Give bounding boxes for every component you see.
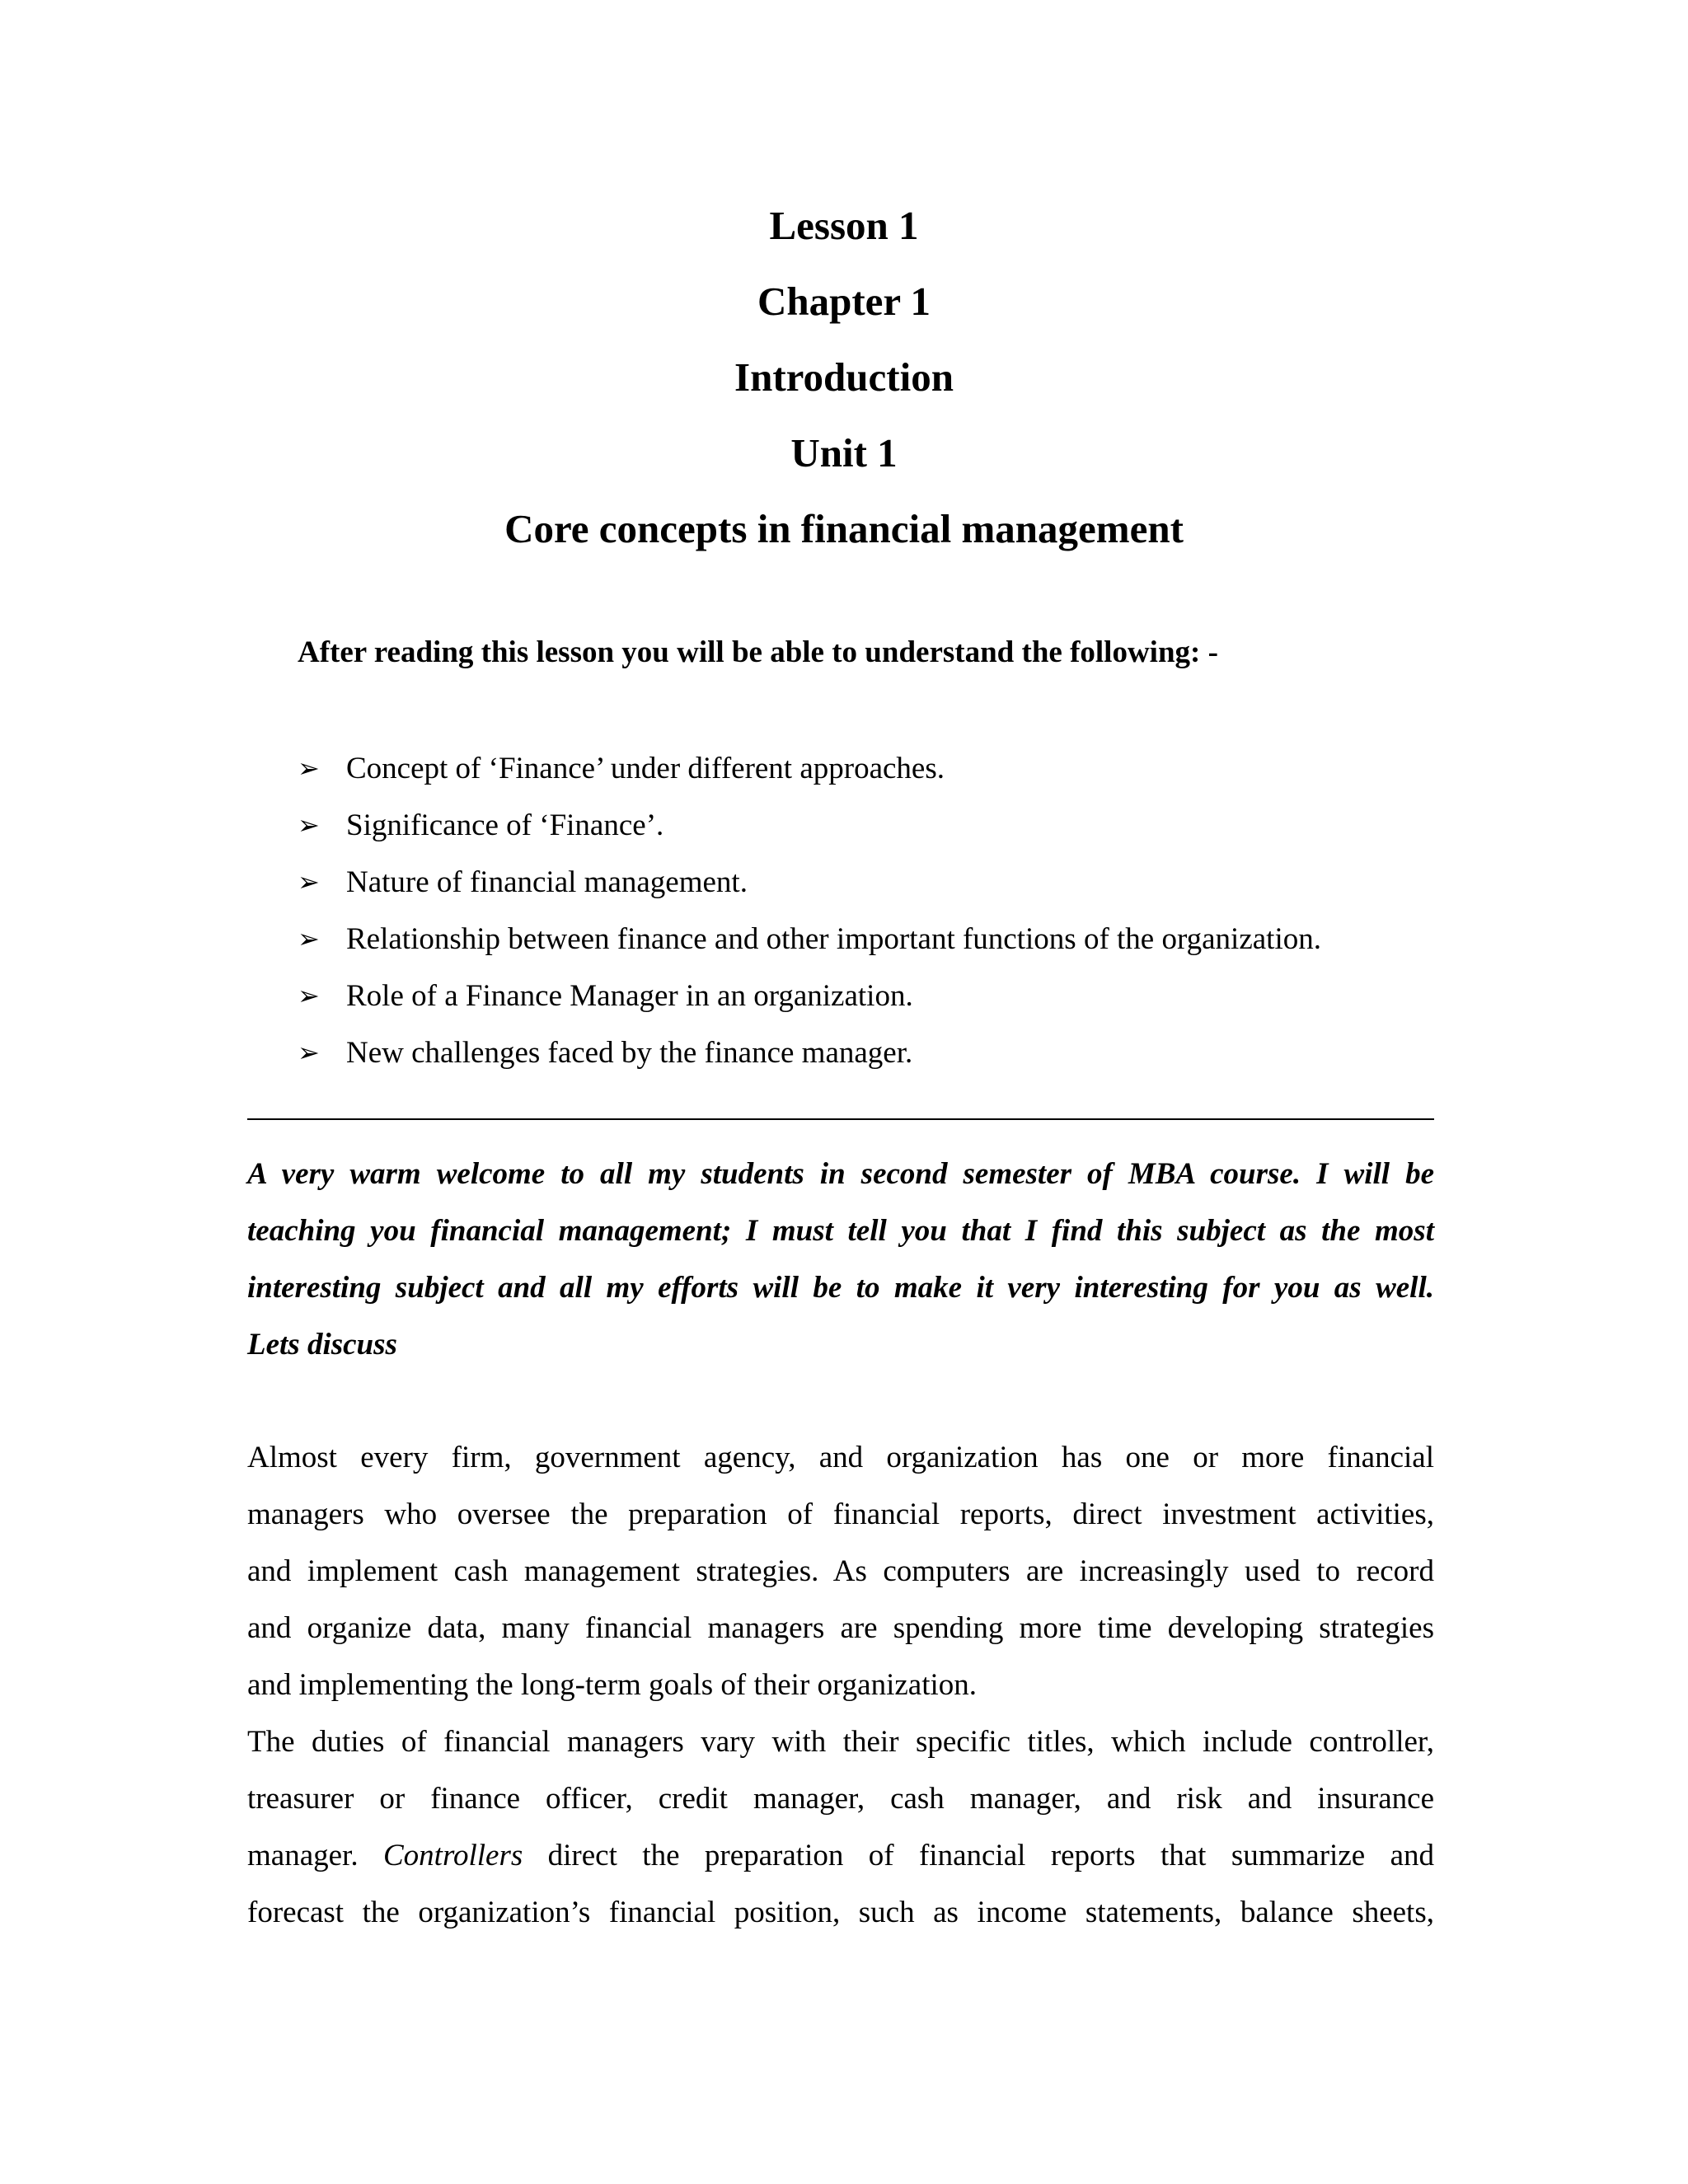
paragraph-line: treasurer or finance officer, credit manager, cash manager, and risk and insurance: [247, 1782, 1434, 1816]
paragraph-line: [247, 1827, 1434, 1884]
list-item: [298, 968, 1321, 1024]
list-item: [298, 797, 1321, 854]
list-item-text: Significance of ‘Finance’.: [346, 808, 664, 842]
list-item: [298, 1024, 1321, 1081]
paragraph-line: forecast the organization’s financial position, such as income statements, balance sheets,: [247, 1896, 1434, 1929]
objectives-lead: After reading this lesson you will be able to understand the following: -: [298, 635, 1218, 669]
paragraph-line: and implementing the long-term goals of their organization.: [247, 1668, 978, 1702]
list-item: [298, 911, 1321, 968]
list-item: [298, 740, 1321, 797]
chapter-title: Chapter 1: [757, 279, 931, 324]
list-item-text: Nature of financial management.: [346, 865, 748, 899]
arrow-bullet-icon: ➢: [298, 753, 320, 783]
welcome-line: teaching you financial management; I must tell you that I find this subject as the most: [247, 1214, 1434, 1248]
welcome-paragraph: [247, 1146, 1434, 1373]
italic-term: Controllers: [382, 1839, 523, 1872]
horizontal-divider: [247, 1118, 1434, 1120]
objectives-list: [298, 740, 1321, 1081]
list-item-text: Concept of ‘Finance’ under different approaches.: [346, 752, 945, 785]
welcome-line: interesting subject and all my efforts will be to make it very interesting for you as well.: [247, 1271, 1434, 1305]
arrow-bullet-icon: ➢: [298, 924, 320, 954]
lesson-title: Lesson 1: [769, 203, 919, 248]
list-item-text: Role of a Finance Manager in an organization.: [346, 979, 913, 1013]
title-block: [0, 188, 1688, 567]
arrow-bullet-icon: ➢: [298, 867, 320, 897]
welcome-line: A very warm welcome to all my students in second semester of MBA course. I will be: [247, 1157, 1434, 1191]
welcome-line: Lets discuss: [247, 1328, 397, 1361]
list-item-text: New challenges faced by the finance manager.: [346, 1036, 913, 1070]
arrow-bullet-icon: ➢: [298, 1038, 320, 1067]
paragraph-line: and implement cash management strategies. As computers are increasingly used to record: [247, 1554, 1434, 1588]
list-item-text: Relationship between finance and other important functions of the organization.: [346, 922, 1321, 956]
arrow-bullet-icon: ➢: [298, 810, 320, 840]
arrow-bullet-icon: ➢: [298, 981, 320, 1010]
unit-title: Unit 1: [790, 430, 898, 476]
line-text: manager.: [247, 1839, 359, 1872]
body-text: [247, 1429, 1434, 1941]
paragraph-line: managers who oversee the preparation of financial reports, direct investment activities,: [247, 1497, 1434, 1531]
paragraph-line: Almost every firm, government agency, and organization has one or more financial: [247, 1441, 1434, 1474]
section-title: Introduction: [734, 354, 954, 400]
line-text: direct the preparation of financial reports that summarize and: [547, 1839, 1435, 1872]
list-item: [298, 854, 1321, 911]
topic-title: Core concepts in financial management: [504, 506, 1184, 551]
paragraph-line: The duties of financial managers vary with their specific titles, which include controller,: [247, 1725, 1434, 1759]
paragraph-line: and organize data, many financial managers are spending more time developing strategies: [247, 1611, 1434, 1645]
